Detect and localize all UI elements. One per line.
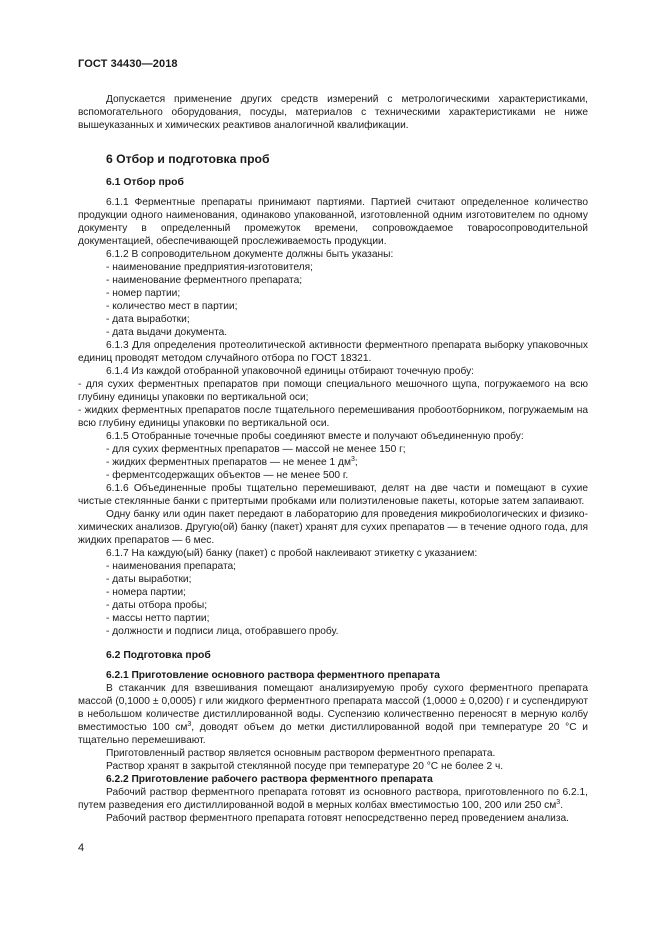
section-6-1-title: 6.1 Отбор проб [106, 177, 184, 188]
paragraph-6-1-2: 6.1.2 В сопроводительном документе должны быть указаны: [106, 249, 394, 260]
list-item: - дата выдачи документа. [78, 326, 588, 339]
superscript: 3 [187, 721, 192, 728]
list-item [78, 456, 588, 469]
list-item-text: ; [354, 457, 358, 468]
list-item: - для сухих ферментных препаратов — массой не менее 150 г; [78, 443, 588, 456]
list-item: - номера партии; [78, 586, 588, 599]
list-item: - даты отбора пробы; [78, 599, 588, 612]
section-6-2-2-title: 6.2.2 Приготовление рабочего раствора ферментного препарата [106, 774, 433, 785]
list-item: - номер партии; [78, 287, 588, 300]
paragraph-6-1-4: 6.1.4 Из каждой отобранной упаковочной единицы отбирают точечную пробу: [106, 366, 475, 377]
list-item: - ферментсодержащих объектов — не менее 500 г. [78, 469, 588, 482]
paragraph-6-1-3: 6.1.3 Для определения протеолитической активности ферментного препарата выборку упаковочных единиц проводят методом случайного отбора по ГОСТ 18321. [78, 340, 588, 364]
page-number: 4 [78, 842, 85, 854]
paragraph-6-2-2-b: Рабочий раствор ферментного препарата готовят непосредственно перед проведением анализа. [106, 813, 570, 824]
superscript: 3 [350, 456, 355, 463]
paragraph-6-1-5: 6.1.5 Отобранные точечные пробы соединяют вместе и получают объединенную пробу: [106, 431, 524, 442]
list-item: - массы нетто партии; [78, 612, 588, 625]
section-6-2-1-title: 6.2.1 Приготовление основного раствора ферментного препарата [106, 670, 440, 681]
paragraph-6-2-1-c: Раствор хранят в закрытой стеклянной посуде при температуре 20 °С не более 2 ч. [106, 761, 504, 772]
list-item: - дата выработки; [78, 313, 588, 326]
paragraph-text: , доводят объем до метки дистиллированной водой при температуре 20 °С и тщательно перемешивают. [78, 722, 588, 746]
document-header: ГОСТ 34430—2018 [78, 58, 178, 70]
list-item-text: для сухих ферментных препаратов при помощи специального мешочного щупа, погружаемого на всю глубину единицы упаковки по вертикальной оси; [78, 379, 589, 403]
section-6-title: 6 Отбор и подготовка проб [106, 152, 270, 166]
intro-paragraph: Допускается применение других средств измерений с метрологическими характеристиками, вспомогательного оборудования, посуды, материалов с техническими характеристиками не ниже вышеуказанных и химических реактивов аналогичной квалификации. [78, 94, 588, 131]
paragraph-6-2-1 [78, 682, 588, 747]
section-6-2-title: 6.2 Подготовка проб [106, 650, 211, 661]
document-body [78, 93, 588, 825]
list-item: - должности и подписи лица, отобравшего пробу. [78, 625, 588, 638]
dash: - [78, 379, 86, 390]
paragraph-6-1-6-continued: Одну банку или один пакет передают в лабораторию для проведения микробиологических и физико-химических анализов. Другую(ой) банку (пакет) хранят для сухих препаратов — в течение одного года, для жидких препаратов — 6 мес. [78, 509, 588, 546]
paragraph-6-1-7: 6.1.7 На каждую(ый) банку (пакет) с пробой наклеивают этикетку с указанием: [106, 548, 478, 559]
dash: - [78, 405, 85, 416]
paragraph-6-2-1-b: Приготовленный раствор является основным раствором ферментного препарата. [106, 748, 496, 759]
list-item-text: жидких ферментных препаратов — не менее 1 дм [112, 457, 351, 468]
paragraph-6-1-6: 6.1.6 Объединенные пробы тщательно перемешивают, делят на две части и помещают в сухие чистые стеклянные банки с притертыми пробками или полиэтиленовые пакеты, которые затем запаивают. [78, 483, 588, 507]
paragraph-text: Рабочий раствор ферментного препарата готовят из основного раствора, приготовленного по 6.2.1, путем разведения его дистиллированной водой в мерных колбах вместимостью 100, 200 или 250 см [78, 787, 588, 811]
list-item [78, 378, 588, 404]
paragraph-6-1-1: 6.1.1 Ферментные препараты принимают партиями. Партией считают определенное количество продукции одного наименования, одинаково упакованной, изготовленной одним изготовителем по одному документу в определенный промежуток времени, сопровождаемое товаросопроводительной документацией, обеспечивающей прослеживаемость продукции. [78, 197, 588, 247]
list-item: - наименование предприятия-изготовителя; [78, 261, 588, 274]
list-item: - наименование ферментного препарата; [78, 274, 588, 287]
list-item-text: жидких ферментных препаратов после тщательного перемешивания пробоотборником, погружаемым на всю глубину единицы упаковки по вертикальной оси. [78, 405, 588, 429]
list-item [78, 404, 588, 430]
paragraph-6-2-2 [78, 786, 588, 812]
paragraph-text: . [560, 800, 564, 811]
paragraph-text: В стаканчик для взвешивания помещают анализируемую пробу сухого ферментного препарата массой (0,1000 ± 0,0005) г или жидкого ферментного препарата массой (1,0000 ± 0,0200) г и суспендируют в небольшом количестве дистиллированной воды. Суспензию количественно переносят в мерную колбу вместимостью 100 см [78, 683, 588, 733]
list-item: - даты выработки; [78, 573, 588, 586]
superscript: 3 [556, 799, 561, 806]
list-item: - количество мест в партии; [78, 300, 588, 313]
list-item: - наименования препарата; [78, 560, 588, 573]
